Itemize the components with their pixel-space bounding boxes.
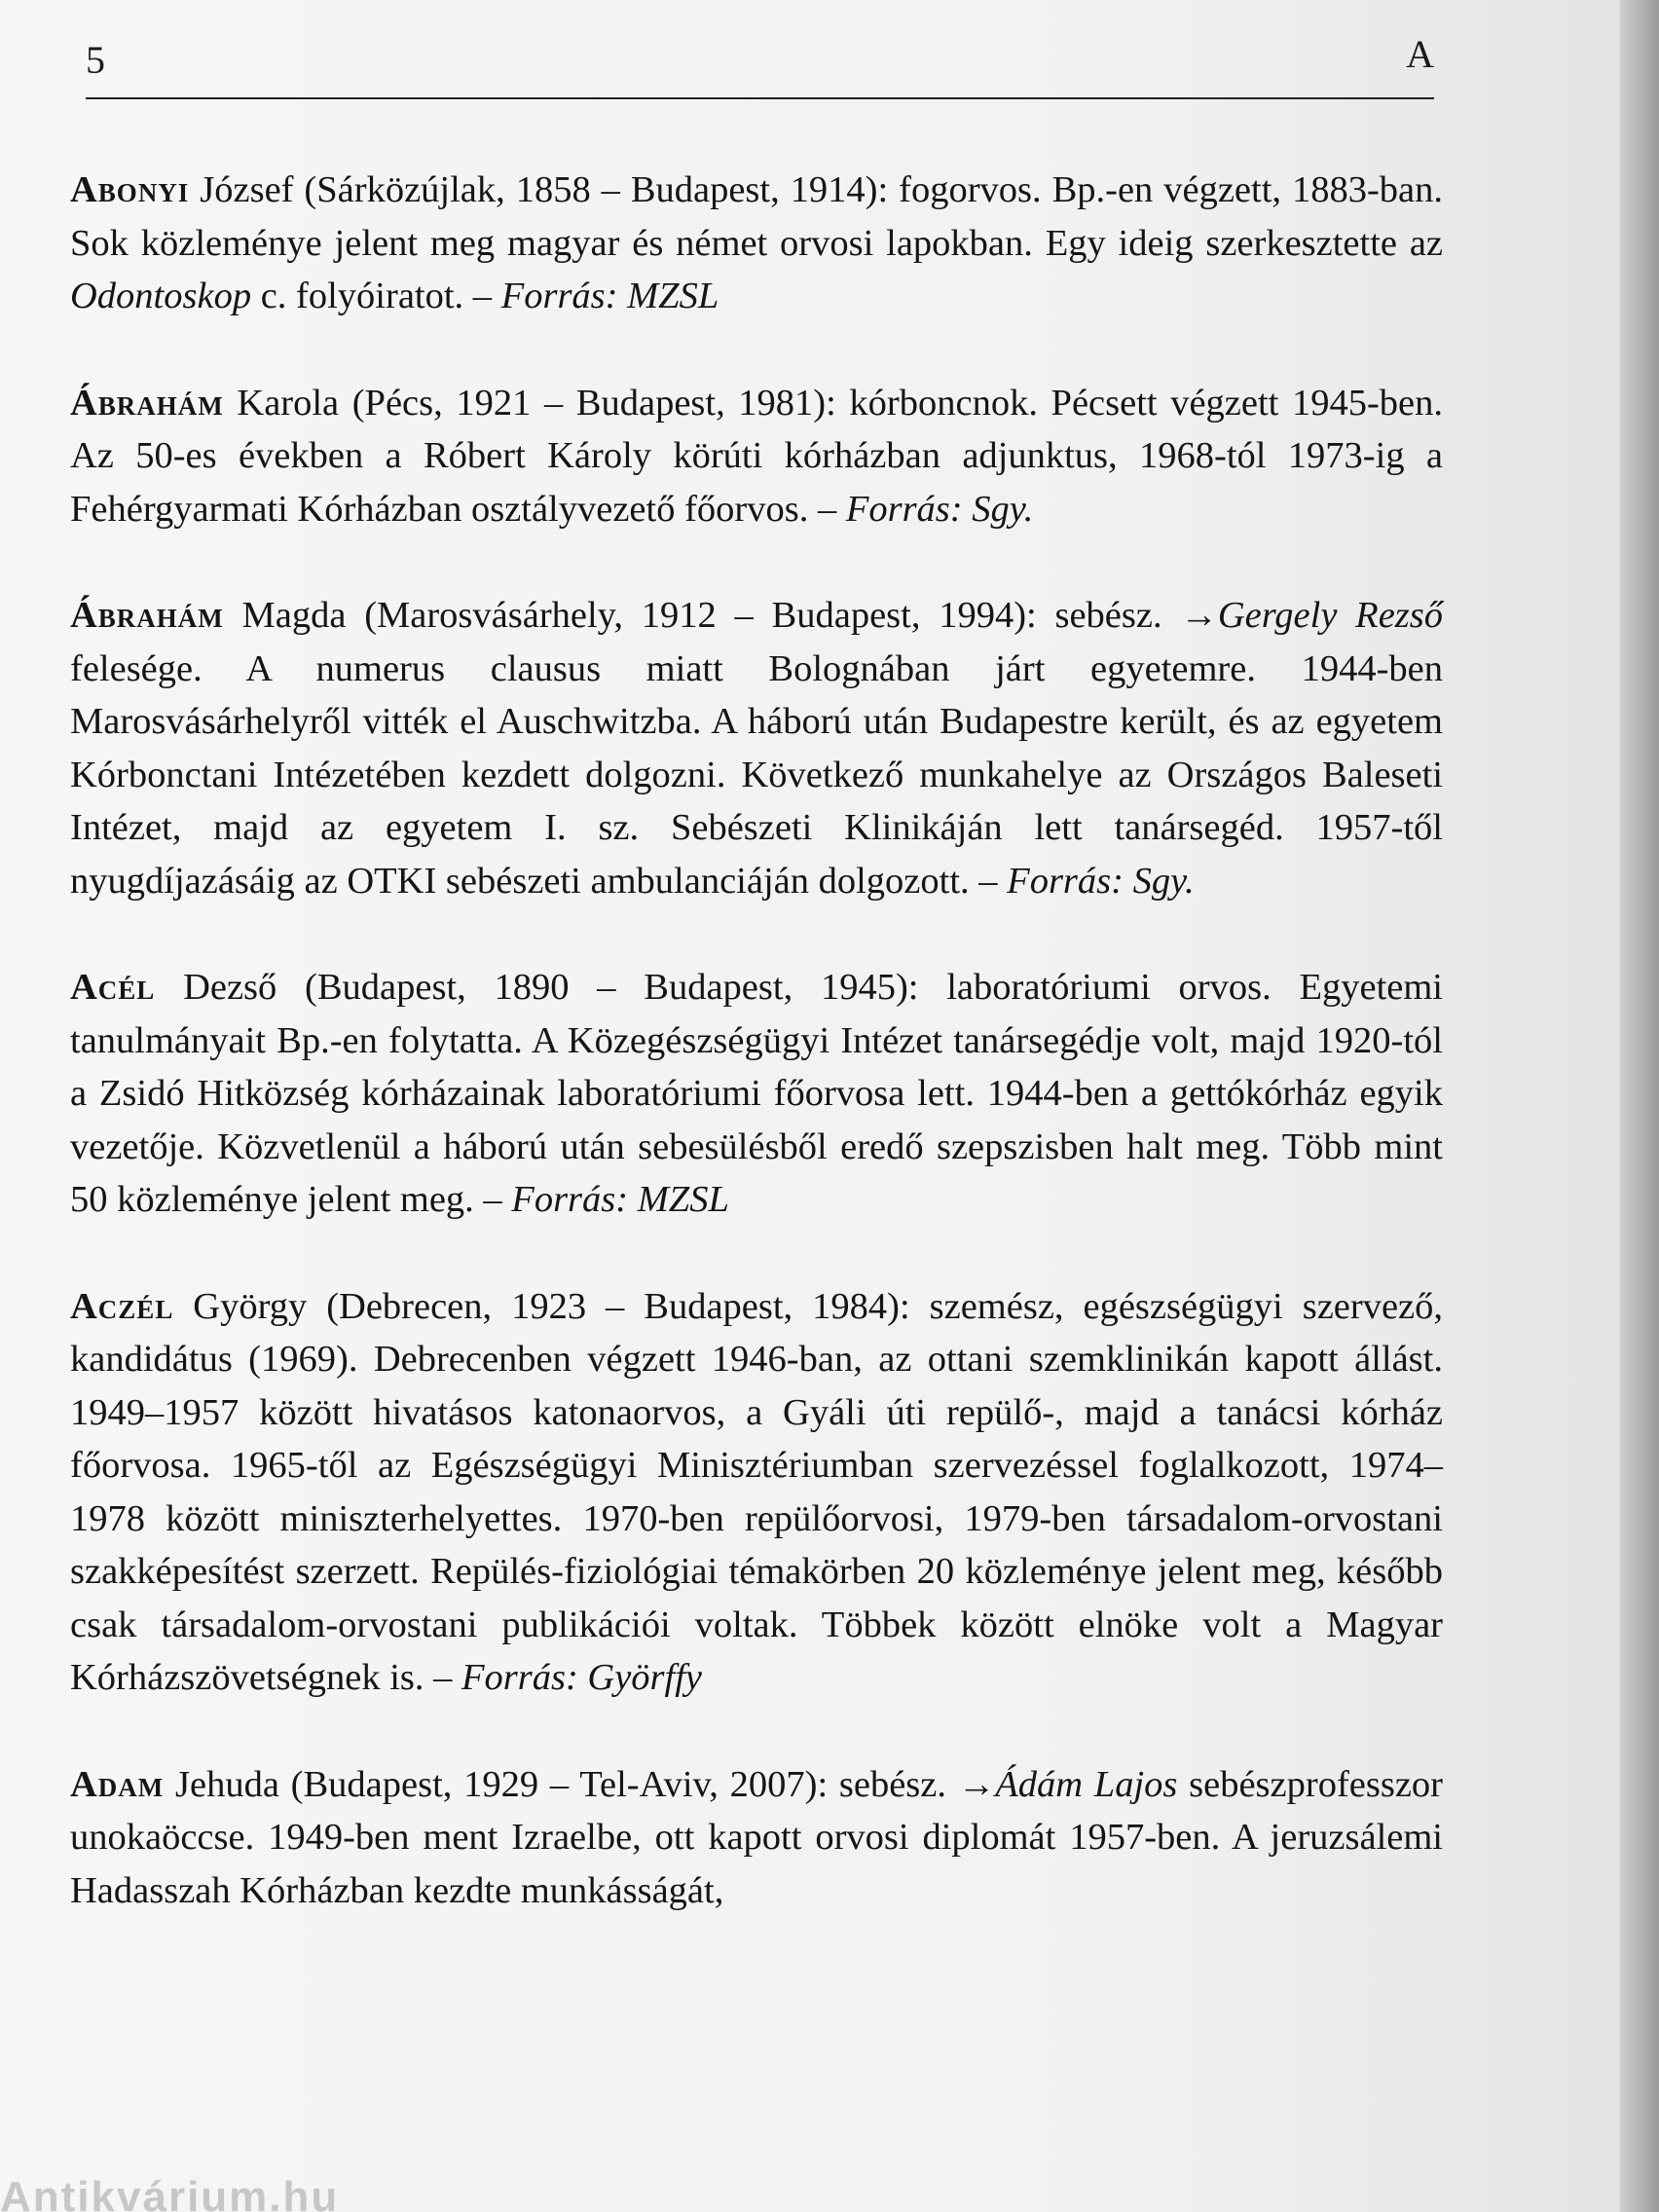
entry-surname: Ábrahám (70, 595, 224, 636)
entry-acel (70, 961, 1443, 1227)
entry-abraham-magda (70, 589, 1443, 907)
entry-body-cont: felesége. A numerus clausus miatt Bolognában járt egyetemre. 1944-ben Marosvásárhelyről vitték el Auschwitzba. A háború után Budapestre került, és az egyetem Kórbonctani Intézetében kezdett dolgozni. Következő munkahelye az Országos Baleseti Intézet, majd az egyetem I. sz. Sebészeti Klinikáján lett tanársegéd. 1957-től nyugdíjazásáig az OTKI sebészeti ambulanciáján dolgozott. – (70, 647, 1443, 902)
entry-source: Forrás: MZSL (511, 1179, 729, 1220)
entry-surname: Ábrahám (70, 382, 224, 424)
entry-cross-reference: →Ádám Lajos (957, 1763, 1178, 1805)
entry-cross-reference: →Gergely Rezső (1180, 595, 1444, 636)
entry-source: Forrás: Sgy. (845, 488, 1034, 530)
entry-italic: Odontoskop (70, 276, 252, 316)
entry-surname: Acél (70, 967, 156, 1008)
entry-body: Dezső (Budapest, 1890 – Budapest, 1945): laboratóriumi orvos. Egyetemi tanulmányait Bp.-en folytatta. A Közegészségügyi Intézet tanársegédje volt, majd 1920-tól a Zsidó Hitközség kórházainak laboratóriumi főorvosa lett. 1944-ben a gettókórház egyik vezetője. Közvetlenül a háború után sebesülésből eredő szepszisben halt meg. Több mint 50 közleménye jelent meg. – (70, 967, 1443, 1220)
entry-abonyi (70, 164, 1443, 323)
entry-source: Forrás: Sgy. (1007, 860, 1195, 902)
header-rule (86, 97, 1434, 99)
section-letter: A (1406, 32, 1434, 76)
entry-list (70, 164, 1443, 1971)
page-number: 5 (86, 38, 105, 82)
entry-body: Magda (Marosvásárhely, 1912 – Budapest, 1994): sebész. (223, 595, 1181, 636)
running-head (86, 32, 1434, 86)
entry-body: György (Debrecen, 1923 – Budapest, 1984): szemész, egészségügyi szervező, kandidátus (1969). Debrecenben végzett 1946-ban, az ottani szemklinikán kapott állást. 1949–1957 között hivatásos katonaorvos, a Gyáli úti repülő-, majd a tanácsi kórház főorvosa. 1965-től az Egészségügyi Minisztériumban szervezéssel foglalkozott, 1974–1978 között miniszterhelyettes. 1970-ben repülőorvosi, 1979-ben társadalom-orvostani szakképesítést szerzett. Repülés-fiziológiai témakörben 20 közleménye jelent meg, később csak társadalom-orvostani publikációi voltak. Többek között elnöke volt a Magyar Kórházszövetségnek is. – (70, 1285, 1443, 1698)
entry-abraham-karola (70, 377, 1443, 536)
entry-source: Forrás: Györffy (461, 1657, 703, 1698)
entry-body: Jehuda (Budapest, 1929 – Tel-Aviv, 2007): sebész. (164, 1763, 958, 1805)
entry-adam (70, 1758, 1443, 1918)
entry-surname: Aczél (70, 1285, 174, 1327)
entry-source: Forrás: MZSL (500, 276, 719, 316)
watermark-logo: Antikvárium.hu (0, 2173, 340, 2212)
entry-body-cont: c. folyóiratot. – (251, 276, 501, 316)
entry-surname: Adam (70, 1763, 165, 1805)
entry-body: Karola (Pécs, 1921 – Budapest, 1981): kórboncnok. Pécsett végzett 1945-ben. Az 50-es években a Róbert Károly körúti kórházban adjunktus, 1968-tól 1973-ig a Fehérgyarmati Kórházban osztályvezető főorvos. – (70, 382, 1443, 530)
entry-surname: Abonyi (70, 169, 190, 210)
entry-aczel (70, 1280, 1443, 1705)
next-page-edge (1620, 0, 1659, 2212)
entry-body-cont: sebészprofesszor unokaöccse. 1949-ben ment Izraelbe, ott kapott orvosi diplomát 1957-ben. A jeruzsálemi Hadasszah Kórházban kezdte munkásságát, (70, 1763, 1443, 1911)
entry-body: József (Sárközújlak, 1858 – Budapest, 1914): fogorvos. Bp.-en végzett, 1883-ban. Sok közleménye jelent meg magyar és német orvosi lapokban. Egy ideig szerkesztette az (70, 169, 1443, 264)
